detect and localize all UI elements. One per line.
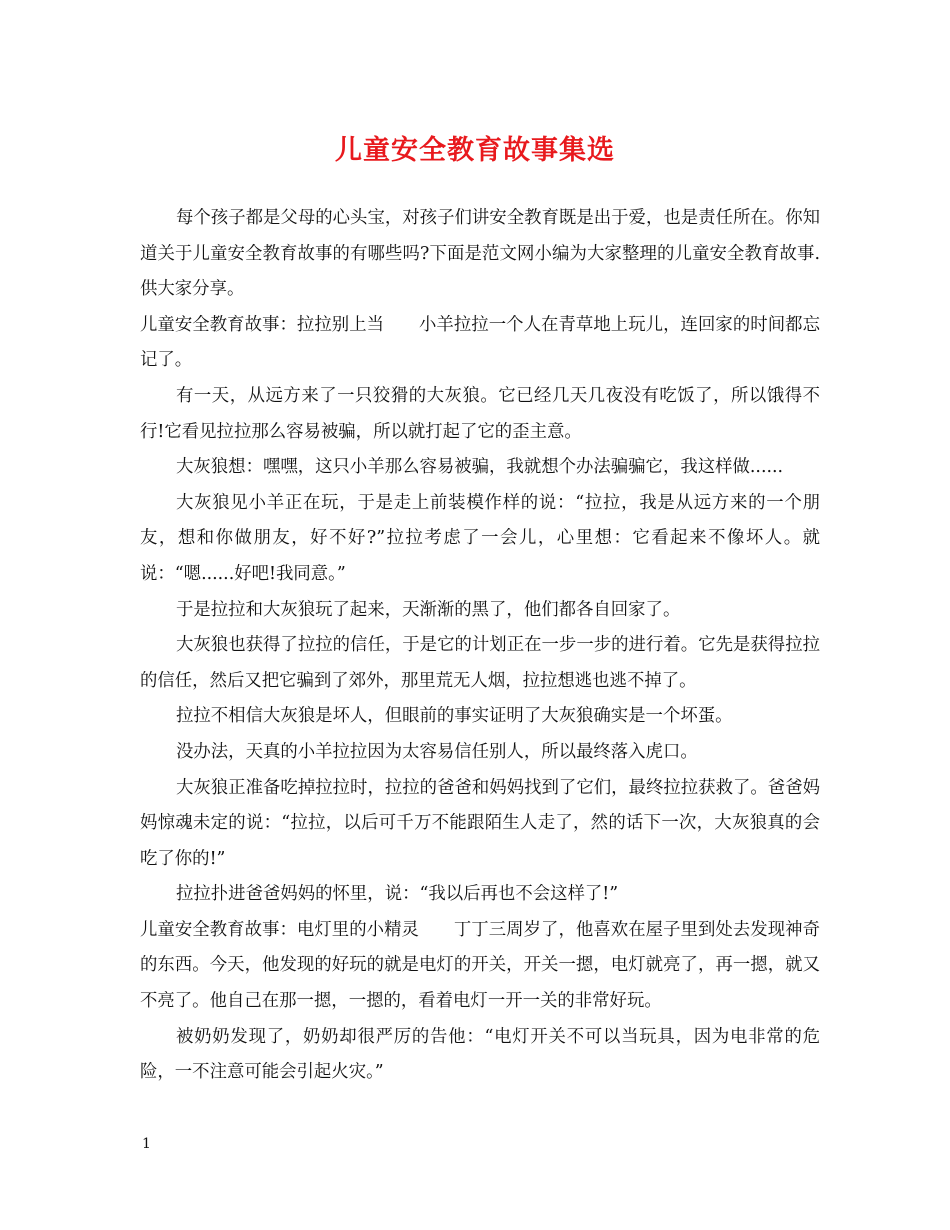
section-heading-paragraph: 儿童安全教育故事：电灯里的小精灵 丁丁三周岁了，他喜欢在屋子里到处去发现神奇的东西。今天，他发现的好玩的就是电灯的开关，开关一摁，电灯就亮了，再一摁，就又不亮了。他自己在那一摁，一摁的，看着电灯一开一关的非常好玩。 [140,919,820,1012]
paragraph: 拉拉扑进爸爸妈妈的怀里，说：“我以后再也不会这样了!” [176,884,619,905]
paragraph: 每个孩子都是父母的心头宝，对孩子们讲安全教育既是出于爱，也是责任所在。你知道关于儿童安全教育故事的有哪些吗?下面是范文网小编为大家整理的儿童安全教育故事.供大家分享。 [140,208,820,300]
paragraph: 大灰狼见小羊正在玩，于是走上前装模作样的说：“拉拉，我是从远方来的一个朋友，想和你做朋友，好不好?”拉拉考虑了一会儿，心里想：它看起来不像坏人。就说：“嗯......好吧!我同意。” [140,492,820,584]
document-title: 儿童安全教育故事集选 [335,135,615,166]
document-body [140,201,820,1091]
paragraph: 于是拉拉和大灰狼玩了起来，天渐渐的黑了，他们都各自回家了。 [176,599,681,620]
page-number: 1 [142,1136,151,1152]
paragraph: 被奶奶发现了，奶奶却很严厉的告他：“电灯开关不可以当玩具，因为电非常的危险，一不注意可能会引起火灾。” [140,1026,820,1083]
paragraph: 有一天，从远方来了一只狡猾的大灰狼。它已经几天几夜没有吃饭了，所以饿得不行!它看见拉拉那么容易被骗，所以就打起了它的歪主意。 [140,385,820,442]
paragraph: 大灰狼也获得了拉拉的信任，于是它的计划正在一步一步的进行着。它先是获得拉拉的信任，然后又把它骗到了郊外，那里荒无人烟，拉拉想逃也逃不掉了。 [140,635,820,691]
paragraph: 没办法，天真的小羊拉拉因为太容易信任别人，所以最终落入虎口。 [176,741,698,762]
paragraph: 大灰狼正准备吃掉拉拉时，拉拉的爸爸和妈妈找到了它们，最终拉拉获救了。爸爸妈妈惊魂未定的说：“拉拉，以后可千万不能跟陌生人走了，然的话下一次，大灰狼真的会吃了你的!” [140,777,820,869]
section-heading-paragraph: 儿童安全教育故事：拉拉别上当 小羊拉拉一个人在青草地上玩儿，连回家的时间都忘记了。 [140,314,820,371]
paragraph: 大灰狼想：嘿嘿，这只小羊那么容易被骗，我就想个办法骗骗它，我这样做...... [176,457,784,478]
paragraph: 拉拉不相信大灰狼是坏人，但眼前的事实证明了大灰狼确实是一个坏蛋。 [176,706,733,727]
